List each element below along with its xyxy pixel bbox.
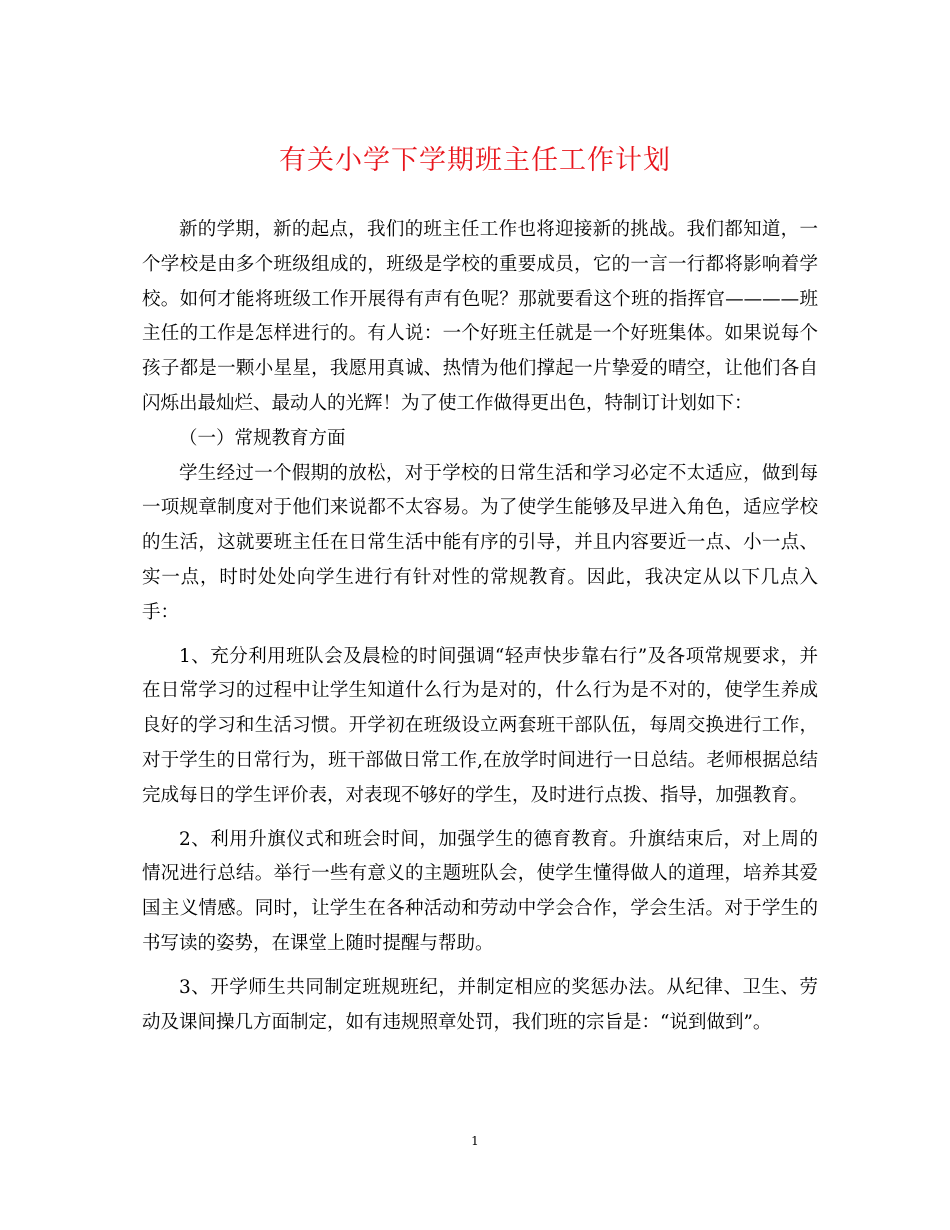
paragraph-item-2: 2、利用升旗仪式和班会时间，加强学生的德育教育。升旗结束后，对上周的情况进行总结。举行一些有意义的主题班队会，使学生懂得做人的道理，培养其爱国主义情感。同时，让学生在各种活动和劳动中学会合作，学会生活。对于学生的书写读的姿势，在课堂上随时提醒与帮助。 — [142, 828, 818, 954]
paragraph-item-3: 3、开学师生共同制定班规班纪，并制定相应的奖惩办法。从纪律、卫生、劳动及课间操几方面制定，如有违规照章处罚，我们班的宗旨是：“说到做到”。 — [142, 976, 818, 1033]
paragraph-intro: 新的学期，新的起点，我们的班主任工作也将迎接新的挑战。我们都知道，一个学校是由多个班级组成的，班级是学校的重要成员，它的一言一行都将影响着学校。如何才能将班级工作开展得有声有色呢？那就要看这个班的指挥官————班主任的工作是怎样进行的。有人说：一个好班主任就是一个好班集体。如果说每个孩子都是一颗小星星，我愿用真诚、热情为他们撑起一片挚爱的晴空，让他们各自闪烁出最灿烂、最动人的光辉！为了使工作做得更出色，特制订计划如下： — [142, 219, 818, 414]
section-heading-routine-education: （一）常规教育方面 — [179, 427, 346, 449]
document-body — [142, 213, 818, 1040]
paragraph-routine-education: 学生经过一个假期的放松，对于学校的日常生活和学习必定不太适应，做到每一项规章制度对于他们来说都不太容易。为了使学生能够及早进入角色，适应学校的生活，这就要班主任在日常生活中能有序的引导，并且内容要近一点、小一点、实一点，时时处处向学生进行有针对性的常规教育。因此，我决定从以下几点入手： — [142, 462, 818, 623]
page-number: 1 — [471, 1134, 479, 1148]
paragraph-item-1: 1、充分利用班队会及晨检的时间强调“轻声快步靠右行”及各项常规要求，并在日常学习的过程中让学生知道什么行为是对的，什么行为是不对的，使学生养成良好的学习和生活习惯。开学初在班级设立两套班干部队伍，每周交换进行工作，对于学生的日常行为，班干部做日常工作,在放学时间进行一日总结。老师根据总结完成每日的学生评价表，对表现不够好的学生，及时进行点拨、指导，加强教育。 — [142, 645, 818, 806]
document-title: 有关小学下学期班主任工作计划 — [279, 145, 671, 176]
